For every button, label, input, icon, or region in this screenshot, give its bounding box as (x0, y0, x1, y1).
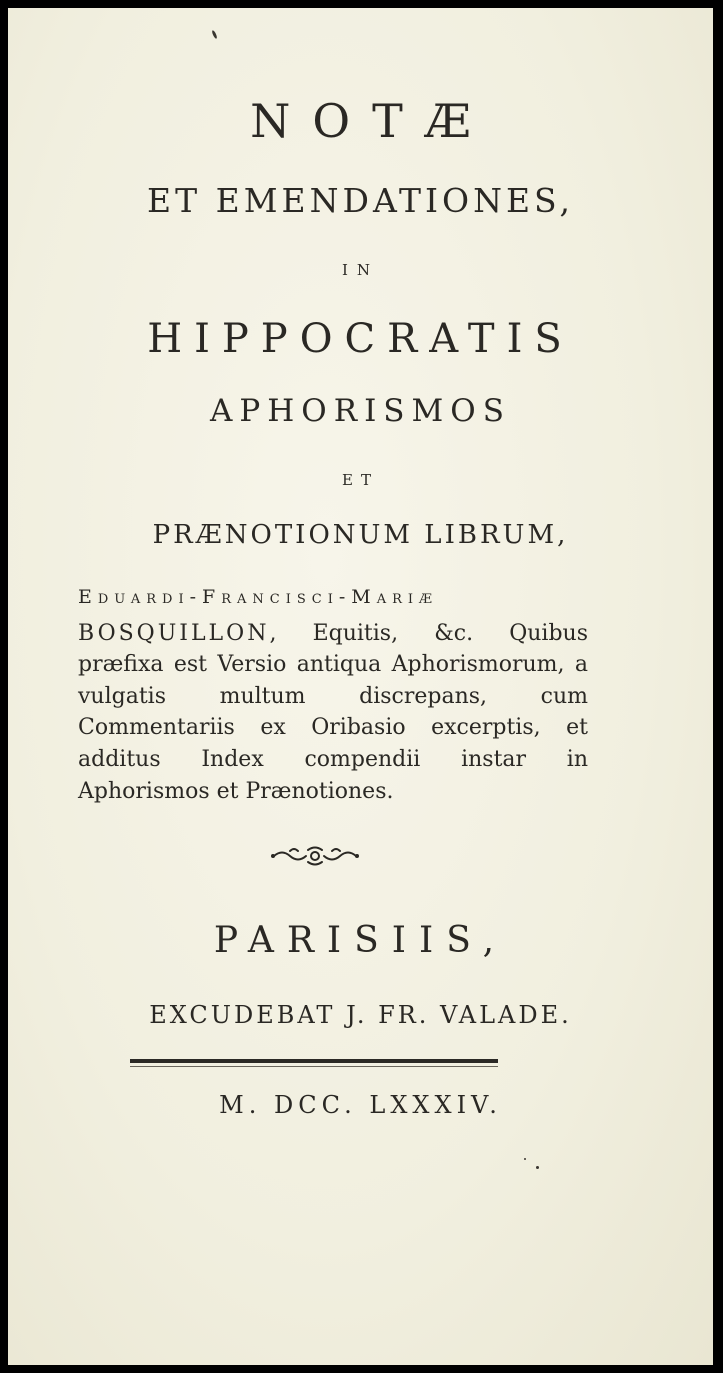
title-et: ET (342, 471, 379, 489)
description-paragraph (78, 582, 588, 807)
title-in: IN (341, 261, 380, 279)
imprint-place: PARISIIS, (213, 920, 508, 961)
ink-speck (536, 1166, 539, 1169)
imprint-rule (130, 1059, 498, 1063)
author-forenames: EDUARDI-FRANCISCI-MARIÆ (78, 586, 439, 608)
ink-speck (524, 1158, 526, 1160)
fleuron-ornament-icon (270, 843, 360, 869)
imprint-printer: EXCUDEBAT J. FR. VALADE. (149, 1001, 572, 1029)
title-page (8, 8, 713, 1365)
title-hippocratis: HIPPOCRATIS (147, 316, 574, 362)
ink-speck (211, 30, 218, 39)
title-notae: NOTÆ (250, 94, 493, 148)
author-surname: BOSQUILLON (78, 620, 270, 646)
imprint-rule-fine (130, 1066, 498, 1067)
title-et-emendationes: ET EMENDATIONES, (147, 181, 574, 220)
description-text: , Equitis, &c. Quibus præfixa est Versio antiqua Aphorismorum, a vulgatis multum discrepans, cum Commentariis ex Oribasio excerptis, et additus Index compendii instar in Aphorismos et Prænotiones. (78, 620, 588, 804)
imprint-date: M. DCC. LXXXIV. (219, 1091, 502, 1119)
title-aphorismos: APHORISMOS (210, 393, 511, 429)
title-praenotionum-librum: PRÆNOTIONUM LIBRUM, (152, 520, 569, 550)
